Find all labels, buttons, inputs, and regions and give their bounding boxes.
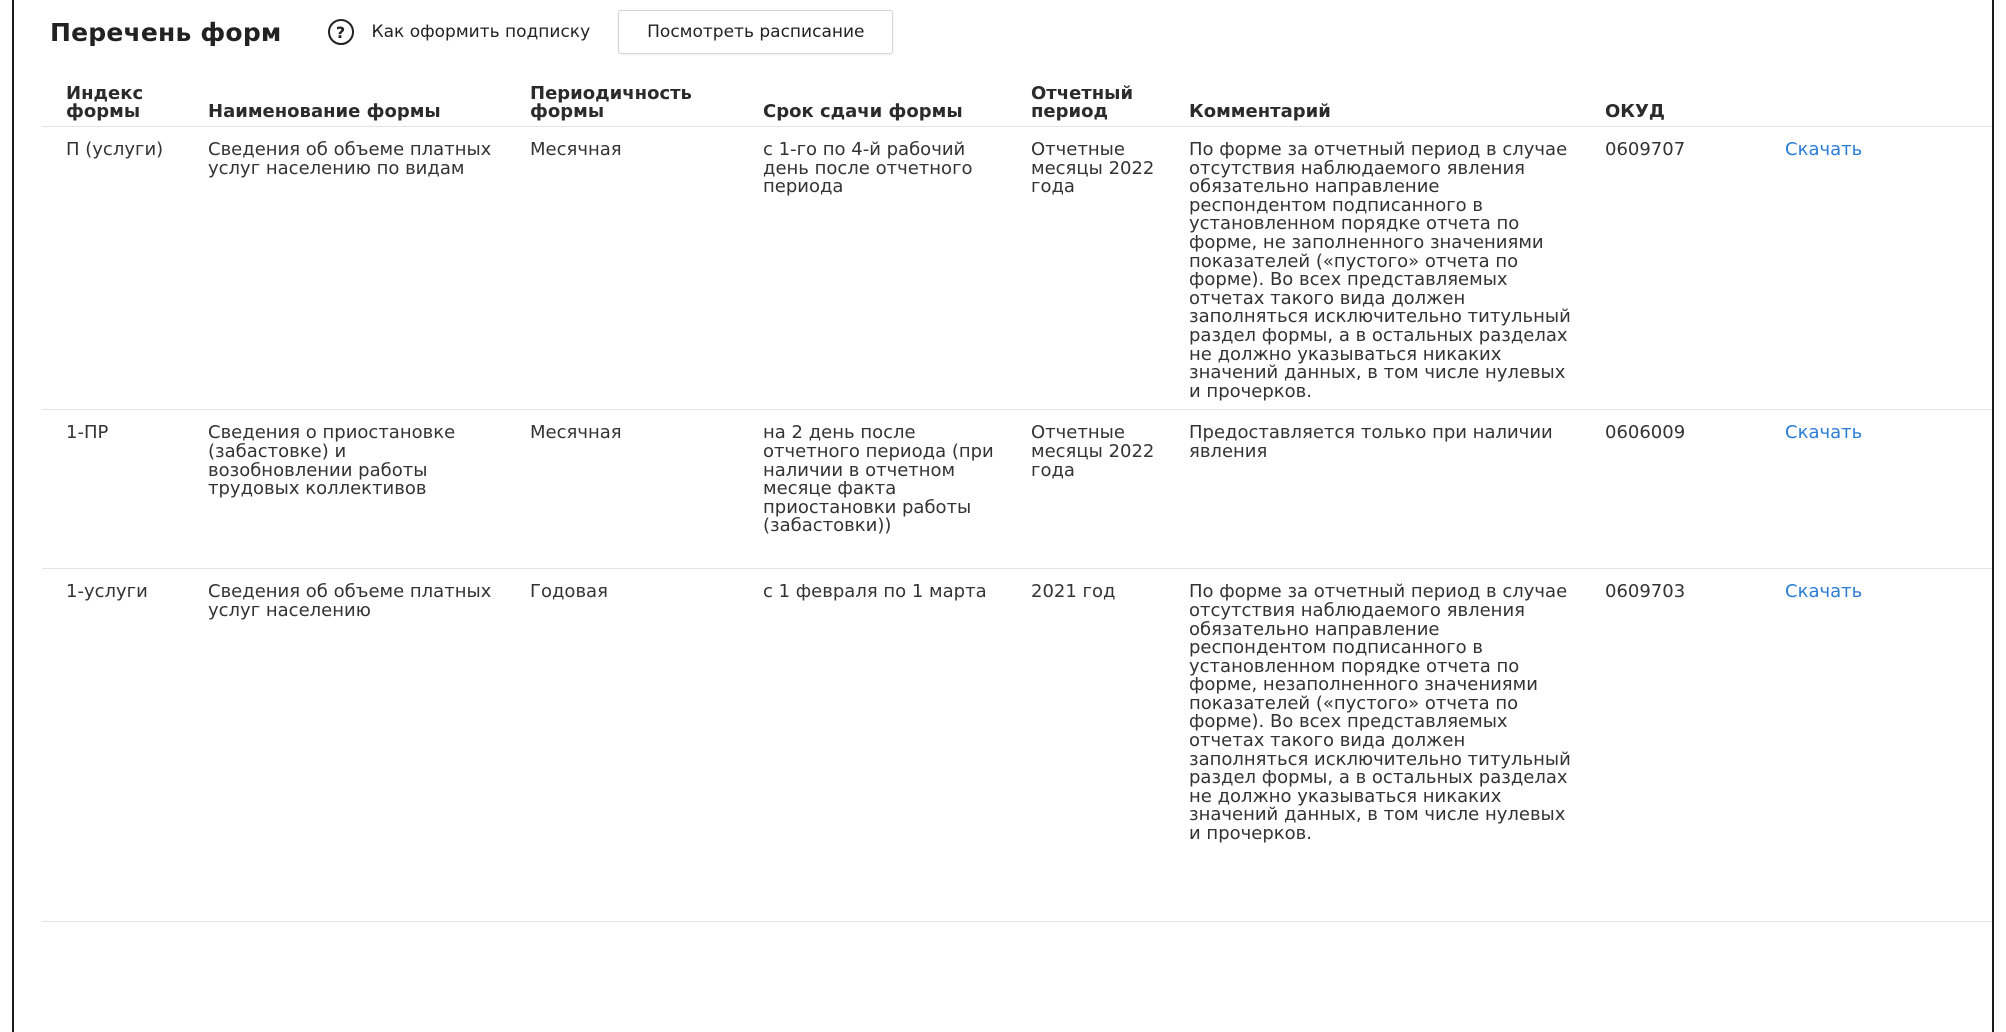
download-link[interactable]: Скачать [1785, 139, 1863, 160]
cell-download [1761, 569, 1994, 922]
cell-index: 1-ПР [42, 410, 184, 569]
cell-comment: По форме за отчетный период в случае отсутствия наблюдаемого явления обязательно направление респондентом подписанного в установленном порядке отчета по форме, незаполненного значениями показателей («пустого» отчета по форме). Во всех представляемых отчетах такого вида должен заполняться исключительно титульный раздел формы, а в остальных разделах не должно указываться никаких значений данных, в том числе нулевых и прочерков. [1165, 569, 1581, 922]
cell-okud: 0609703 [1581, 569, 1761, 922]
table-row [42, 569, 1994, 922]
cell-index: П (услуги) [42, 127, 184, 410]
cell-period: Отчетные месяцы 2022 года [1007, 410, 1165, 569]
subscribe-info-link[interactable]: Как оформить подписку [371, 22, 591, 42]
header [50, 10, 893, 54]
page-frame [12, 0, 1994, 1032]
cell-comment: Предоставляется только при наличии явления [1165, 410, 1581, 569]
table-row [42, 127, 1994, 410]
cell-name: Сведения о приостановке (забастовке) и возобновлении работы трудовых коллективов [184, 410, 506, 569]
cell-okud: 0606009 [1581, 410, 1761, 569]
download-link[interactable]: Скачать [1785, 581, 1863, 603]
cell-periodicity: Месячная [506, 410, 739, 569]
cell-deadline: с 1 февраля по 1 марта [739, 569, 1007, 922]
view-schedule-button[interactable]: Посмотреть расписание [618, 10, 893, 54]
table-row [42, 410, 1994, 569]
cell-period: Отчетные месяцы 2022 года [1007, 127, 1165, 410]
column-header-period: Отчетный период [1007, 79, 1165, 127]
question-circle-icon[interactable]: ? [328, 19, 354, 45]
cell-download [1761, 127, 1994, 410]
cell-period: 2021 год [1007, 569, 1165, 922]
forms-table-wrapper [42, 79, 1994, 922]
cell-periodicity: Годовая [506, 569, 739, 922]
column-header-index: Индекс формы [42, 79, 184, 127]
column-header-okud: ОКУД [1581, 79, 1761, 127]
cell-okud: 0609707 [1581, 127, 1761, 410]
cell-periodicity: Месячная [506, 127, 739, 410]
forms-table [42, 79, 1994, 922]
column-header-deadline: Срок сдачи формы [739, 79, 1007, 127]
column-header-comment: Комментарий [1165, 79, 1581, 127]
cell-name: Сведения об объеме платных услуг населению [184, 569, 506, 922]
page-title: Перечень форм [50, 17, 282, 47]
column-header-name: Наименование формы [184, 79, 506, 127]
cell-download [1761, 410, 1994, 569]
cell-name: Сведения об объеме платных услуг населению по видам [184, 127, 506, 410]
cell-deadline: на 2 день после отчетного периода (при наличии в отчетном месяце факта приостановки работы (забастовки)) [739, 410, 1007, 569]
column-header-download [1761, 79, 1994, 127]
download-link[interactable]: Скачать [1785, 422, 1863, 444]
cell-comment: По форме за отчетный период в случае отсутствия наблюдаемого явления обязательно направление респондентом подписанного в установленном порядке отчета по форме, не заполненного значениями показателей («пустого» отчета по форме). Во всех представляемых отчетах такого вида должен заполняться исключительно титульный раздел формы, а в остальных разделах не должно указываться никаких значений данных, в том числе нулевых и прочерков. [1165, 127, 1581, 410]
cell-deadline: с 1-го по 4-й рабочий день после отчетного периода [739, 127, 1007, 410]
column-header-periodicity: Периодичность формы [506, 79, 739, 127]
table-header-row [42, 79, 1994, 127]
cell-index: 1-услуги [42, 569, 184, 922]
